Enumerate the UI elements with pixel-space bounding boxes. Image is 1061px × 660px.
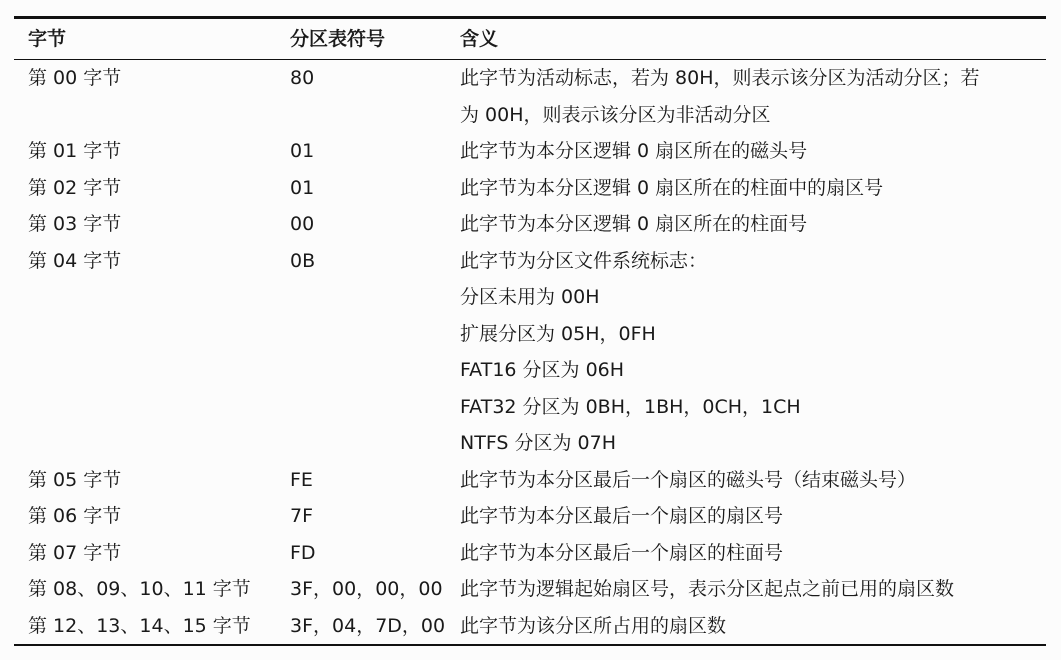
- header-row: [14, 18, 1046, 60]
- meaning-line: 此字节为逻辑起始扇区号，表示分区起点之前已用的扇区数: [460, 578, 955, 600]
- cell-byte: 第 06 字节: [28, 505, 122, 527]
- meaning-line: 此字节为本分区逻辑 0 扇区所在的柱面号: [460, 213, 808, 235]
- cell-meaning: [460, 243, 1046, 462]
- cell-byte: 第 07 字节: [28, 541, 122, 564]
- cell-byte: 第 00 字节: [28, 67, 122, 89]
- cell-byte: 第 02 字节: [28, 176, 122, 199]
- meaning-line: 此字节为本分区最后一个扇区的磁头号（结束磁头号）: [460, 468, 917, 491]
- cell-meaning: [460, 462, 1046, 499]
- cell-meaning: [460, 535, 1046, 572]
- table-row: [14, 462, 1046, 499]
- table-row: [14, 243, 1046, 462]
- table-body: [14, 60, 1046, 646]
- header-byte: 字节: [28, 27, 67, 50]
- header-symbol: 分区表符号: [290, 27, 386, 50]
- table-row: [14, 571, 1046, 608]
- cell-meaning: [460, 133, 1046, 170]
- meaning-line: FAT16 分区为 06H: [460, 359, 625, 381]
- meaning-line: 分区未用为 00H: [460, 286, 600, 308]
- table-row: [14, 535, 1046, 572]
- meaning-line: 此字节为分区文件系统标志：: [460, 249, 708, 272]
- cell-symbol: 00: [290, 213, 315, 235]
- cell-byte: 第 04 字节: [28, 249, 122, 272]
- meaning-line: NTFS 分区为 07H: [460, 432, 617, 454]
- cell-byte: 第 08、09、10、11 字节: [28, 578, 251, 600]
- cell-symbol: 7F: [290, 505, 314, 527]
- cell-symbol: FE: [290, 468, 313, 491]
- cell-meaning: [460, 170, 1046, 207]
- cell-symbol: 3F，00，00，00: [290, 578, 443, 600]
- cell-byte: 第 01 字节: [28, 140, 122, 162]
- table-row: [14, 170, 1046, 207]
- meaning-line: 此字节为本分区逻辑 0 扇区所在的柱面中的扇区号: [460, 176, 884, 199]
- cell-meaning: [460, 571, 1046, 608]
- table-row: [14, 60, 1046, 134]
- partition-table: [14, 16, 1046, 646]
- meaning-line: 此字节为本分区最后一个扇区的扇区号: [460, 505, 784, 527]
- cell-symbol: 80: [290, 67, 315, 89]
- cell-symbol: 3F，04，7D，00: [290, 614, 446, 637]
- meaning-line: 扩展分区为 05H，0FH: [460, 322, 656, 345]
- header-meaning: 含义: [460, 27, 499, 50]
- cell-symbol: FD: [290, 541, 316, 564]
- cell-meaning: [460, 60, 1046, 134]
- table-row: [14, 498, 1046, 535]
- meaning-line: 此字节为该分区所占用的扇区数: [460, 614, 727, 637]
- meaning-line: 为 00H，则表示该分区为非活动分区: [460, 103, 771, 126]
- meaning-line: 此字节为本分区逻辑 0 扇区所在的磁头号: [460, 140, 808, 162]
- table-row: [14, 133, 1046, 170]
- cell-meaning: [460, 498, 1046, 535]
- meaning-line: 此字节为本分区最后一个扇区的柱面号: [460, 541, 784, 564]
- table-row: [14, 206, 1046, 243]
- cell-meaning: [460, 206, 1046, 243]
- table-header: [14, 18, 1046, 60]
- cell-meaning: [460, 608, 1046, 646]
- cell-byte: 第 03 字节: [28, 213, 122, 235]
- meaning-line: 此字节为活动标志，若为 80H，则表示该分区为活动分区；若: [460, 67, 980, 89]
- cell-symbol: 01: [290, 140, 315, 162]
- table-row: [14, 608, 1046, 646]
- cell-symbol: 0B: [290, 249, 316, 272]
- meaning-line: FAT32 分区为 0BH，1BH，0CH，1CH: [460, 395, 801, 418]
- cell-symbol: 01: [290, 176, 315, 199]
- cell-byte: 第 12、13、14、15 字节: [28, 614, 251, 637]
- cell-byte: 第 05 字节: [28, 468, 122, 491]
